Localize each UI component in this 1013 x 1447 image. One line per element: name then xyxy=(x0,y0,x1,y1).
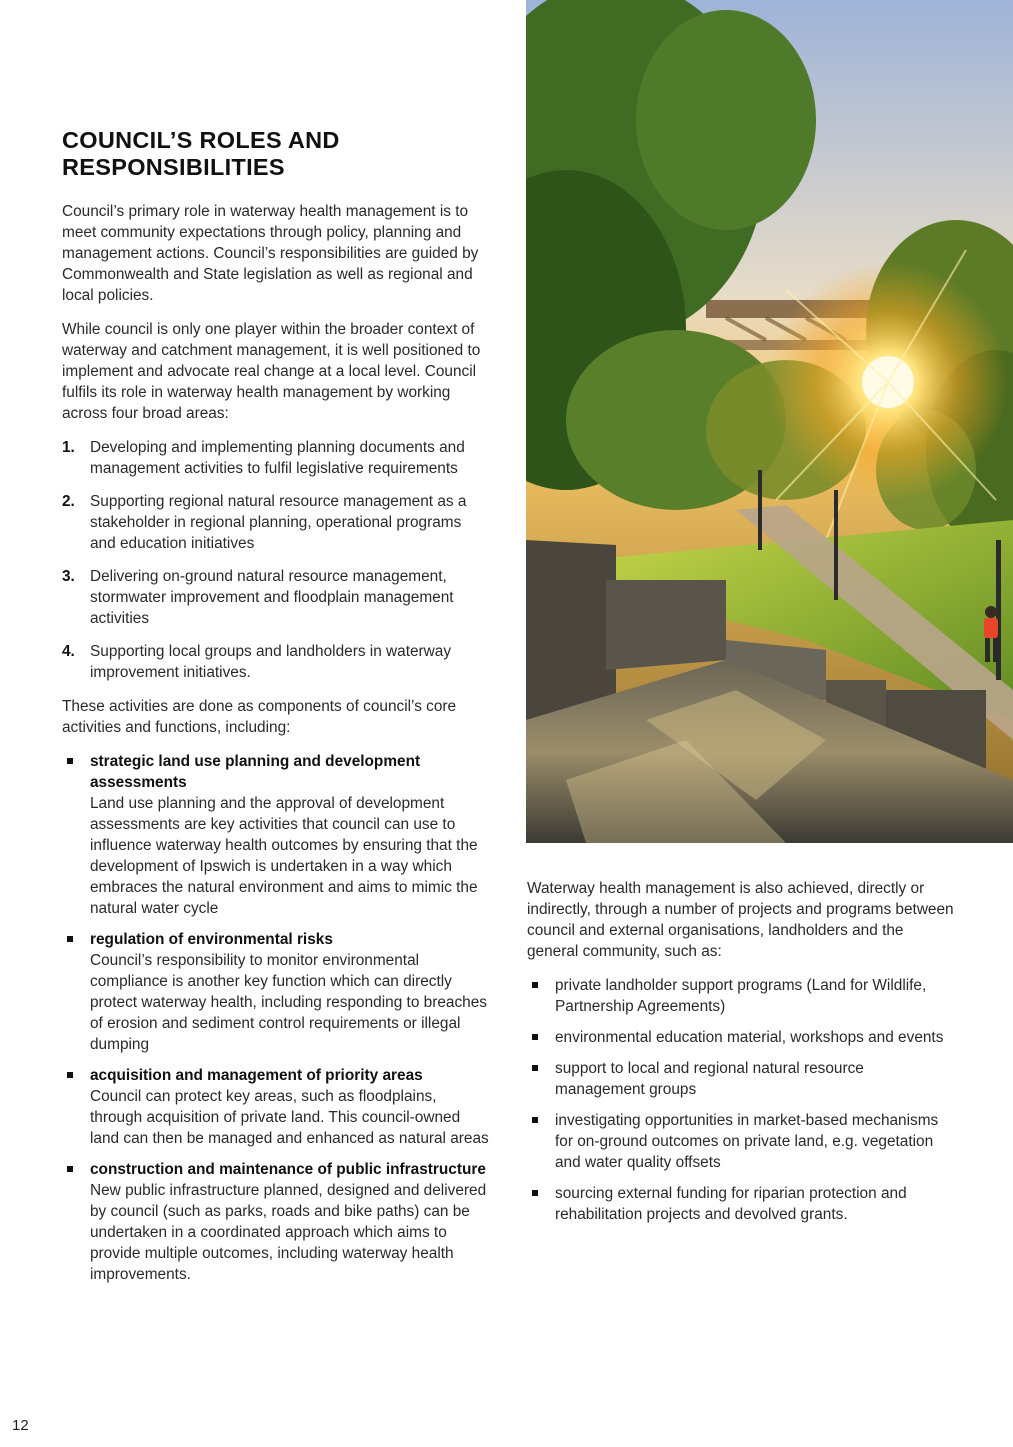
area-item xyxy=(62,437,490,479)
square-bullet-icon xyxy=(527,1058,555,1100)
area-number: 3. xyxy=(62,568,75,585)
intro-paragraph-2: While council is only one player within the broader context of waterway and catchment management, it is well positioned to implement and advocate real change at a local level. Council fulfils its role in waterway health management by working across four broad areas: xyxy=(62,321,481,422)
square-bullet-icon xyxy=(62,1159,90,1285)
project-text: sourcing external funding for riparian protection and rehabilitation projects and devolved grants. xyxy=(555,1185,907,1223)
square-bullet-icon xyxy=(62,929,90,1055)
activities-list xyxy=(62,751,490,1285)
area-text: Delivering on-ground natural resource management, stormwater improvement and floodplain management activities xyxy=(90,568,454,627)
project-text: investigating opportunities in market-based mechanisms for on-ground outcomes on private land, e.g. vegetation and water quality offsets xyxy=(555,1112,939,1171)
area-number: 2. xyxy=(62,493,75,510)
area-number: 1. xyxy=(62,439,75,456)
areas-list xyxy=(62,437,490,683)
activity-description: Council can protect key areas, such as floodplains, through acquisition of private land. This council-owned land can then be managed and enhanced as natural areas xyxy=(90,1088,489,1147)
area-text: Supporting local groups and landholders in waterway improvement initiatives. xyxy=(90,643,452,681)
intro-paragraph-1: Council’s primary role in waterway health management is to meet community expectations through policy, planning and management actions. Council’s responsibilities are guided by Commonwealth and State legislation as well as regional and local policies. xyxy=(62,203,479,304)
project-text: environmental education material, workshops and events xyxy=(555,1029,944,1046)
section-heading: COUNCIL’S ROLES AND RESPONSIBILITIES xyxy=(62,127,340,180)
activity-item xyxy=(62,751,490,919)
activity-item xyxy=(62,929,490,1055)
activity-title: construction and maintenance of public infrastructure xyxy=(90,1161,486,1178)
projects-intro: Waterway health management is also achieved, directly or indirectly, through a number of projects and programs between council and external organisations, landholders and the general community, such as: xyxy=(527,880,954,960)
project-item xyxy=(527,1058,957,1100)
activity-title: regulation of environmental risks xyxy=(90,931,333,948)
project-item xyxy=(527,1110,957,1173)
project-text: private landholder support programs (Land for Wildlife, Partnership Agreements) xyxy=(555,977,927,1015)
square-bullet-icon xyxy=(527,1183,555,1225)
left-column xyxy=(62,127,490,1295)
sunset-waterway-photo xyxy=(526,0,1013,843)
activity-description: Council’s responsibility to monitor environmental compliance is another key function which can directly protect waterway health, including responding to breaches of erosion and sediment control requirements or illegal dumping xyxy=(90,952,487,1053)
activity-item xyxy=(62,1065,490,1149)
area-number: 4. xyxy=(62,643,75,660)
project-item xyxy=(527,1183,957,1225)
project-item xyxy=(527,1027,957,1048)
square-bullet-icon xyxy=(527,975,555,1017)
right-column xyxy=(527,878,957,1235)
area-item xyxy=(62,566,490,629)
area-text: Supporting regional natural resource management as a stakeholder in regional planning, operational programs and education initiatives xyxy=(90,493,467,552)
projects-list xyxy=(527,975,957,1225)
activity-title: acquisition and management of priority areas xyxy=(90,1067,423,1084)
activity-title: strategic land use planning and development assessments xyxy=(90,753,421,791)
square-bullet-icon xyxy=(62,751,90,919)
activity-item xyxy=(62,1159,490,1285)
activity-description: New public infrastructure planned, designed and delivered by council (such as parks, roads and bike paths) can be undertaken in a coordinated approach which aims to provide multiple outcomes, including waterway health improvements. xyxy=(90,1182,487,1283)
project-text: support to local and regional natural resource management groups xyxy=(555,1060,864,1098)
square-bullet-icon xyxy=(527,1027,555,1048)
project-item xyxy=(527,975,957,1017)
square-bullet-icon xyxy=(527,1110,555,1173)
area-item xyxy=(62,491,490,554)
page-number: 12 xyxy=(12,1417,29,1434)
area-item xyxy=(62,641,490,683)
activities-intro: These activities are done as components of council’s core activities and functions, including: xyxy=(62,698,457,736)
area-text: Developing and implementing planning documents and management activities to fulfil legislative requirements xyxy=(90,439,465,477)
square-bullet-icon xyxy=(62,1065,90,1149)
activity-description: Land use planning and the approval of development assessments are key activities that council can use to influence waterway health outcomes by ensuring that the development of Ipswich is undertaken in a way which embraces the natural environment and aims to mimic the natural water cycle xyxy=(90,795,478,917)
